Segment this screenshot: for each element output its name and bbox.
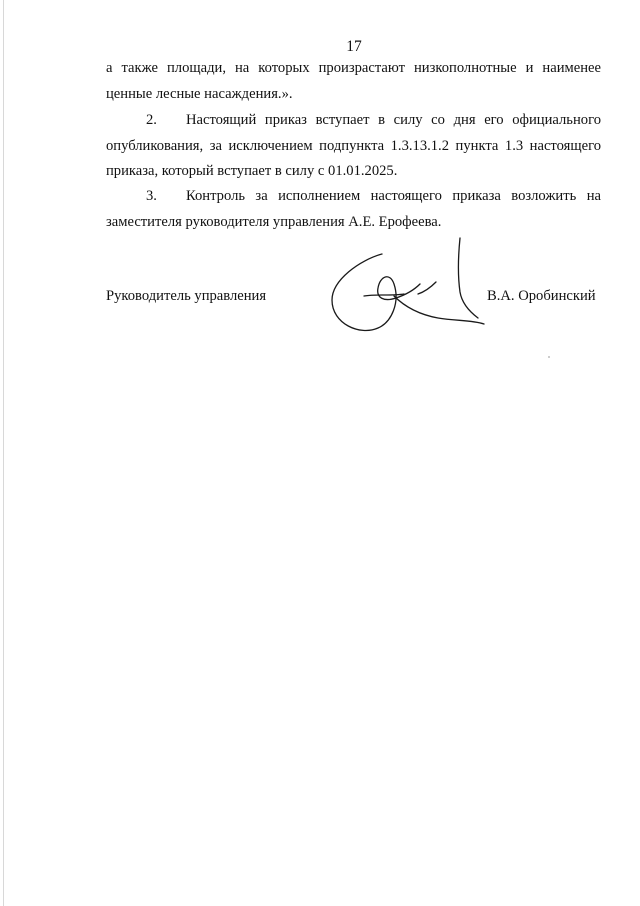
item-number: 3. bbox=[146, 188, 157, 204]
paragraph-continuation bbox=[106, 56, 601, 107]
signatory-position: Руководитель управления bbox=[106, 288, 267, 304]
text-line: приказа, который вступает в силу с 01.01.2025. bbox=[106, 163, 398, 179]
text-line: заместителя руководителя управления А.Е. Ерофеева. bbox=[106, 213, 442, 230]
text-line bbox=[106, 184, 601, 210]
text-line: опубликования, за исключением подпункта 1.3.13.1.2 пункта 1.3 настоящего bbox=[106, 137, 601, 154]
item-number: 2. bbox=[146, 112, 157, 128]
text-line: а также площади, на которых произрастают низкополнотные и наименее bbox=[106, 60, 601, 76]
text-line-content: Контроль за исполнением настоящего приказа возложить на bbox=[186, 188, 601, 204]
text-line bbox=[106, 108, 601, 134]
scan-edge-line bbox=[3, 0, 4, 906]
paragraph-item-3 bbox=[106, 184, 601, 235]
text-line: ценные лесные насаждения.». bbox=[106, 85, 293, 102]
text-line-content: Настоящий приказ вступает в силу со дня его официального bbox=[186, 112, 601, 128]
page-number: 17 bbox=[346, 38, 362, 55]
paragraph-item-2 bbox=[106, 108, 601, 185]
handwritten-signature bbox=[320, 232, 490, 342]
scan-speck bbox=[548, 356, 550, 358]
signatory-name: В.А. Оробинский bbox=[487, 288, 596, 304]
